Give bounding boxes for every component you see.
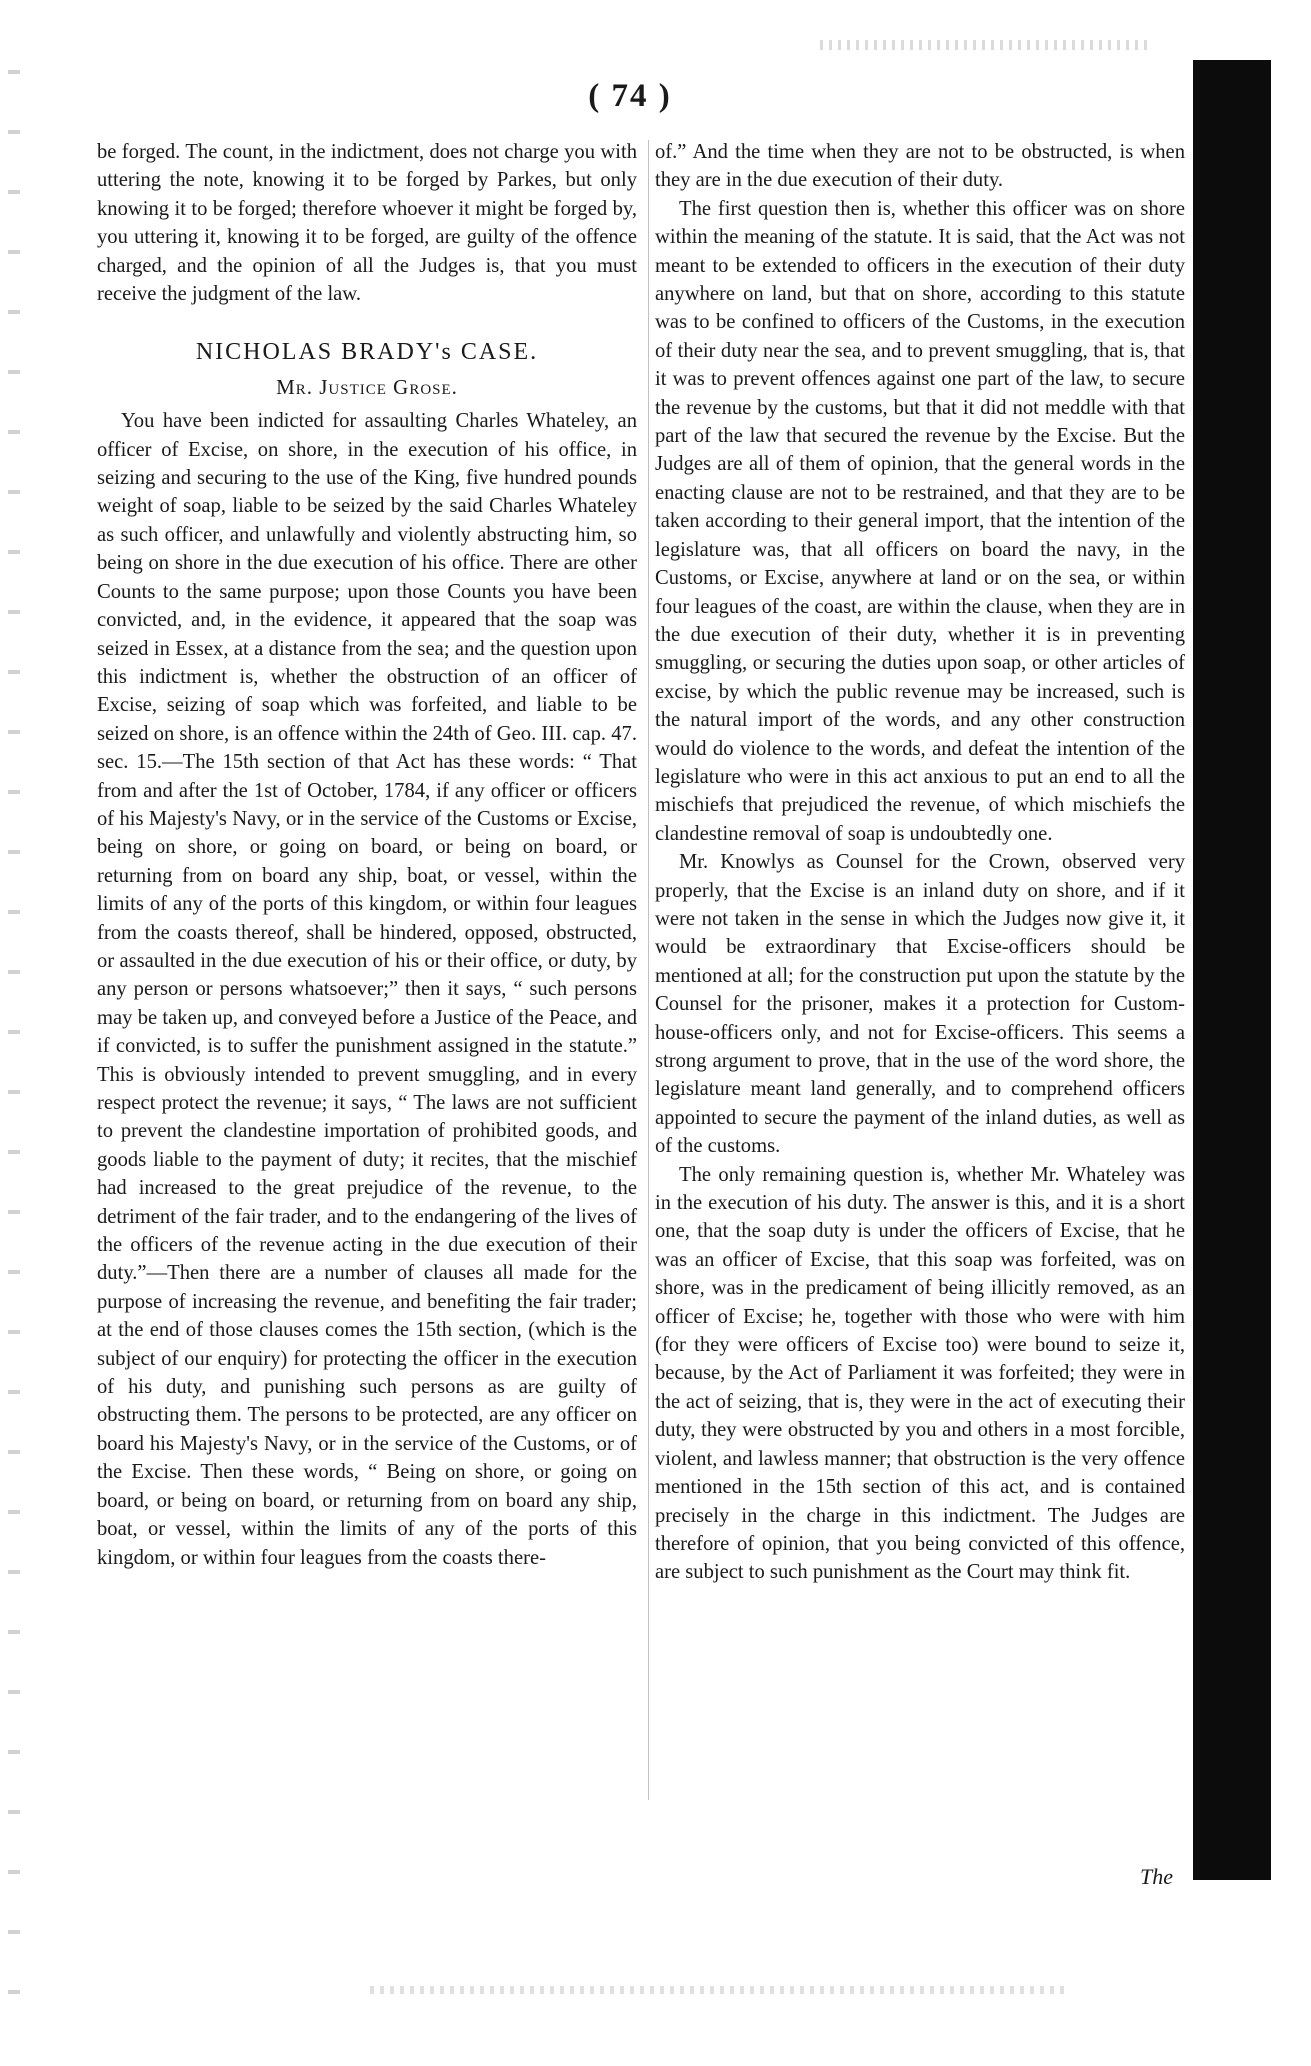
right-column [655,138,1185,1587]
case-title: NICHOLAS BRADY's CASE. [195,339,539,366]
paragraph-1: of.” And the time when they are not to be obstructed, is when they are in the due execution of their duty. [655,141,1185,192]
opening-paragraph: be forged. The count, in the indictment, does not charge you with uttering the note, knowing it to be forged by Parkes, but only knowing it to be forged; therefore whoever it might be forged by, you uttering it, knowing it to be forged, are guilty of the offence charged, and the opinion of all the Judges is, that you must receive the judgment of the law. [97,141,637,306]
judge-name: Mr. Justice Grose. [276,374,458,399]
scan-edge-shadow [1193,60,1271,1880]
paragraph-4: The only remaining question is, whether Mr. Whateley was in the execution of his duty. The answer is this, and it is a short one, that the soap duty is under the officers of Excise, that he was an officer of Excise, that this soap was forfeited, was on shore, was in the predicament of being illicitly removed, as an officer of Excise; he, together with those who were with him (for they were officers of Excise too) were bound to seize it, because, by the Act of Parliament it was forfeited; they were in the act of seizing, that is, they were in the act of executing their duty, they were obstructed by you and others in a most forcible, violent, and lawless manner; that obstruction is the very offence mentioned in the 15th section of this act, and is contained precisely in the charge in this indictment. The Judges are therefore of opinion, that you being convicted of this offence, are subject to such punishment as the Court may think fit. [655,1163,1185,1584]
left-column [97,138,637,1572]
column-divider [648,140,649,1800]
main-paragraph: You have been indicted for assaulting Charles Whateley, an officer of Excise, on shore, in the execution of his office, in seizing and securing to the use of the King, five hundred pounds weight of soap, liable to be seized by the said Charles Whateley as such officer, and unlawfully and violently abstructing him, so being on shore in the due execution of his office. There are other Counts to the same purpose; upon those Counts you have been convicted, and, in the evidence, it appeared that the soap was seized in Essex, at a distance from the sea; and the question upon this indictment is, whether the obstruction of an officer of Excise, seizing of soap which was forfeited, and liable to be seized on shore, is an offence within the 24th of Geo. III. cap. 47. sec. 15.—The 15th section of that Act has these words: “ That from and after the 1st of October, 1784, if any officer or officers of his Majesty's Navy, or in the service of the Customs or Excise, being on shore, or going on board, or being on board, or returning from on board any ship, boat, or vessel, within the limits of any of the ports of this kingdom, or within four leagues from the coasts thereof, shall be hindered, opposed, obstructed, or assaulted in the due execution of his or their office, or duty, by any person or persons whatsoever;” then it says, “ such persons may be taken up, and conveyed before a Justice of the Peace, and if convicted, is to suffer the punishment assigned in the statute.” This is obviously intended to prevent smuggling, and in every respect protect the revenue; it says, “ The laws are not sufficient to prevent the clandestine importation of prohibited goods, and goods liable to the payment of duty; it recites, that the mischief had increased to the great prejudice of the revenue, to the detriment of the fair trader, and to the endangering of the lives of the officers of the revenue acting in the due execution of their duty.”—Then there are a number of clauses all made for the purpose of increasing the revenue, and benefiting the fair trader; at the end of those clauses comes the 15th section, (which is the subject of our enquiry) for protecting the officer in the execution of his duty, and punishing such persons as are guilty of obstructing them. The persons to be protected, are any officer on board his Majesty's Navy, or in the service of the Customs, or of the Excise. Then these words, “ Being on shore, or going on board, or being on board, or returning from on board any ship, boat, or vessel, within the limits of any of the ports of this kingdom, or within four leagues from the coasts there- [97,410,637,1569]
paragraph-3: Mr. Knowlys as Counsel for the Crown, observed very properly, that the Excise is an inland duty on shore, and if it were not taken in the sense in which the Judges now give it, it would be extraordinary that Excise-officers should be mentioned at all; for the construction put upon the statute by the Counsel for the prisoner, makes it a protection for Custom-house-officers only, and not for Excise-officers. This seems a strong argument to prove, that in the use of the word shore, the legislature meant land generally, and to comprehend officers appointed to secure the payment of the inland duties, as well as of the customs. [655,851,1185,1158]
catchword: The [1140,1864,1173,1889]
scan-noise-bottom [370,1986,1070,1994]
binding-marks [8,70,20,2040]
scan-noise-top [820,40,1150,50]
page-number: ( 74 ) [588,78,672,114]
paragraph-2: The first question then is, whether this officer was on shore within the meaning of the statute. It is said, that the Act was not meant to be extended to officers in the execution of their duty anywhere on land, but that on shore, according to this statute was to be confined to officers of the Customs, in the execution of their duty near the sea, and to prevent smuggling, that is, that it was to prevent offences against one part of the law, to secure the revenue by the customs, but that it did not meddle with that part of the law that secured the revenue by the Excise. But the Judges are all of them of opinion, that the general words in the enacting clause are not to be restrained, and that they are to be taken according to their general import, that the intention of the legislature was, that all officers on board the navy, in the Customs, or Excise, anywhere at land or on the sea, or within four leagues of the coast, are within the clause, when they are in the due execution of their duty, whether it is in preventing smuggling, or securing the duties upon soap, or other articles of excise, by which the public revenue may be increased, such is the natural import of the words, and any other construction would do violence to the words, and defeat the intention of the legislature who were in this act anxious to put an end to all the mischiefs that prejudiced the revenue, of which mischiefs the clandestine removal of soap is undoubtedly one. [655,197,1185,845]
